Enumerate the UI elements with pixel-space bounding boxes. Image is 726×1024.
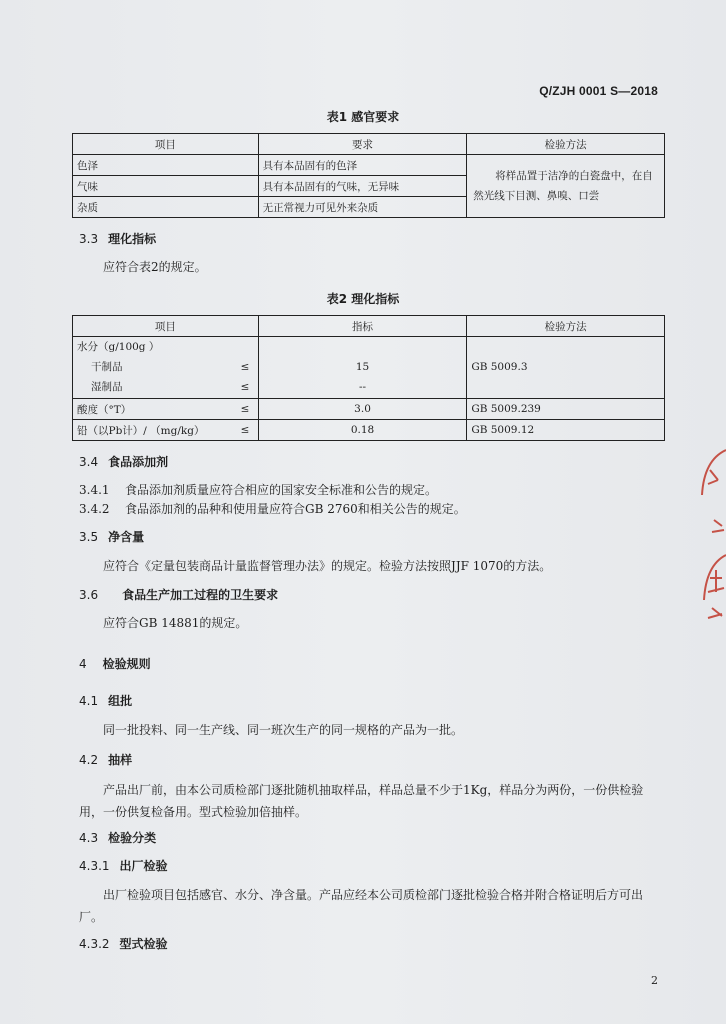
- section-number: 3.5: [79, 530, 99, 544]
- table1-req-odor: 具有本品固有的气味，无异味: [258, 176, 467, 197]
- table2-moisture-label: 水分（g/100g ）: [77, 341, 160, 353]
- section-4-3-2-heading: [79, 935, 168, 952]
- section-number: 4.3.1: [79, 859, 110, 873]
- table2-moisture-wet-value: --: [358, 381, 367, 393]
- section-3-3-heading: [79, 230, 156, 247]
- table2-acidity-item: 酸度（°T）: [73, 399, 233, 420]
- section-4-3-1-text: 出厂检验项目包括感官、水分、净含量。产品应经本公司质检部门逐批检验合格并附合格证明后方可出厂。: [79, 888, 644, 924]
- table2-moisture-dry: 干制品: [91, 361, 123, 373]
- document-number: Q/ZJH 0001 S—2018: [539, 84, 658, 98]
- table2-moisture-dry-value: 15: [355, 361, 370, 373]
- clause-text: 食品添加剂的品种和使用量应符合GB 2760和相关公告的规定。: [125, 502, 466, 516]
- table1-req-color: 具有本品固有的色泽: [258, 155, 467, 176]
- table2-moisture-cell: [73, 337, 233, 399]
- section-4-2-text: 产品出厂前，由本公司质检部门逐批随机抽取样品，样品总量不少于1Kg，样品分为两份，一份供检验用，一份供复检备用。型式检验加倍抽样。: [79, 783, 644, 819]
- section-3-5-heading: [79, 528, 144, 545]
- table1-item-impurity: 杂质: [73, 197, 259, 218]
- table2-acidity-symbol: ≤: [232, 399, 258, 420]
- table1-header-requirement: 要求: [258, 134, 467, 155]
- sensory-requirements-table: [72, 133, 665, 218]
- physicochemical-table: [72, 315, 665, 441]
- section-title: 抽样: [108, 753, 133, 767]
- section-3-6-heading: [79, 586, 278, 603]
- table2-moisture-values: [258, 337, 467, 399]
- section-number: 4.3.2: [79, 937, 110, 951]
- clause-number: 3.4.2: [79, 502, 110, 516]
- section-number: 3.4: [79, 455, 99, 469]
- section-4-3-1-heading: [79, 857, 168, 874]
- section-number: 3.3: [79, 232, 99, 246]
- table1-method-text: 将样品置于洁净的白瓷盘中，在自然光线下目测、鼻嗅、口尝: [473, 170, 653, 202]
- section-title: 净含量: [108, 530, 145, 544]
- table2-lead-symbol: ≤: [232, 420, 258, 441]
- section-4-2-heading: [79, 751, 132, 768]
- section-title: 检验规则: [102, 657, 151, 671]
- table2-moisture-method-cell: [467, 337, 665, 399]
- clause-text: 食品添加剂质量应符合相应的国家安全标准和公告的规定。: [125, 483, 438, 497]
- table1-req-impurity: 无正常视力可见外来杂质: [258, 197, 467, 218]
- table1-header-method: 检验方法: [467, 134, 665, 155]
- table2-lead-method: GB 5009.12: [467, 420, 665, 441]
- table1-method: [467, 155, 665, 218]
- section-number: 4.1: [79, 694, 99, 708]
- section-title: 食品生产加工过程的卫生要求: [122, 588, 279, 602]
- section-4-1-heading: [79, 692, 132, 709]
- table1-header-item: 项目: [73, 134, 259, 155]
- table2-moisture-dry-symbol: ≤: [240, 361, 250, 373]
- section-title: 食品添加剂: [108, 455, 169, 469]
- section-number: 4.3: [79, 831, 99, 845]
- section-3-3-text: 应符合表2的规定。: [103, 260, 207, 274]
- table2-acidity-method: GB 5009.239: [467, 399, 665, 420]
- table2-moisture-wet: 湿制品: [91, 381, 123, 393]
- section-number: 4.2: [79, 753, 99, 767]
- section-3-4-2: [79, 498, 659, 520]
- red-seal-stamp: [696, 440, 726, 630]
- table2-acidity-value: 3.0: [258, 399, 467, 420]
- table2-header-method: 检验方法: [467, 316, 665, 337]
- section-4-3-heading: [79, 829, 156, 846]
- section-number: 3.6: [79, 588, 99, 602]
- table2-lead-item: 铅（以Pb计）/ （mg/kg）: [73, 420, 233, 441]
- section-3-4-heading: [79, 453, 168, 470]
- table1-item-color: 色泽: [73, 155, 259, 176]
- table2-moisture-method: GB 5009.3: [471, 361, 528, 373]
- section-title: 出厂检验: [119, 859, 168, 873]
- table2-lead-value: 0.18: [258, 420, 467, 441]
- section-title: 型式检验: [119, 937, 168, 951]
- section-title: 检验分类: [108, 831, 157, 845]
- section-3-5-text: 应符合《定量包装商品计量监督管理办法》的规定。检验方法按照JJF 1070的方法。: [103, 559, 552, 573]
- page-number: 2: [651, 974, 658, 987]
- clause-number: 3.4.1: [79, 483, 110, 497]
- section-3-6-text: 应符合GB 14881的规定。: [103, 616, 248, 630]
- section-title: 组批: [108, 694, 133, 708]
- table2-header-item: 项目: [73, 316, 259, 337]
- table2-caption: 表2 理化指标: [326, 292, 400, 306]
- section-number: 4: [79, 657, 87, 671]
- section-title: 理化指标: [108, 232, 157, 246]
- table2-header-indicator: 指标: [258, 316, 467, 337]
- section-4-1-text: 同一批投料、同一生产线、同一班次生产的同一规格的产品为一批。: [103, 723, 464, 737]
- table2-moisture-wet-symbol: ≤: [240, 381, 250, 393]
- table2-moisture-symbols: [232, 337, 258, 399]
- table1-caption: 表1 感官要求: [326, 110, 400, 124]
- table1-item-odor: 气味: [73, 176, 259, 197]
- section-4-heading: [79, 655, 151, 672]
